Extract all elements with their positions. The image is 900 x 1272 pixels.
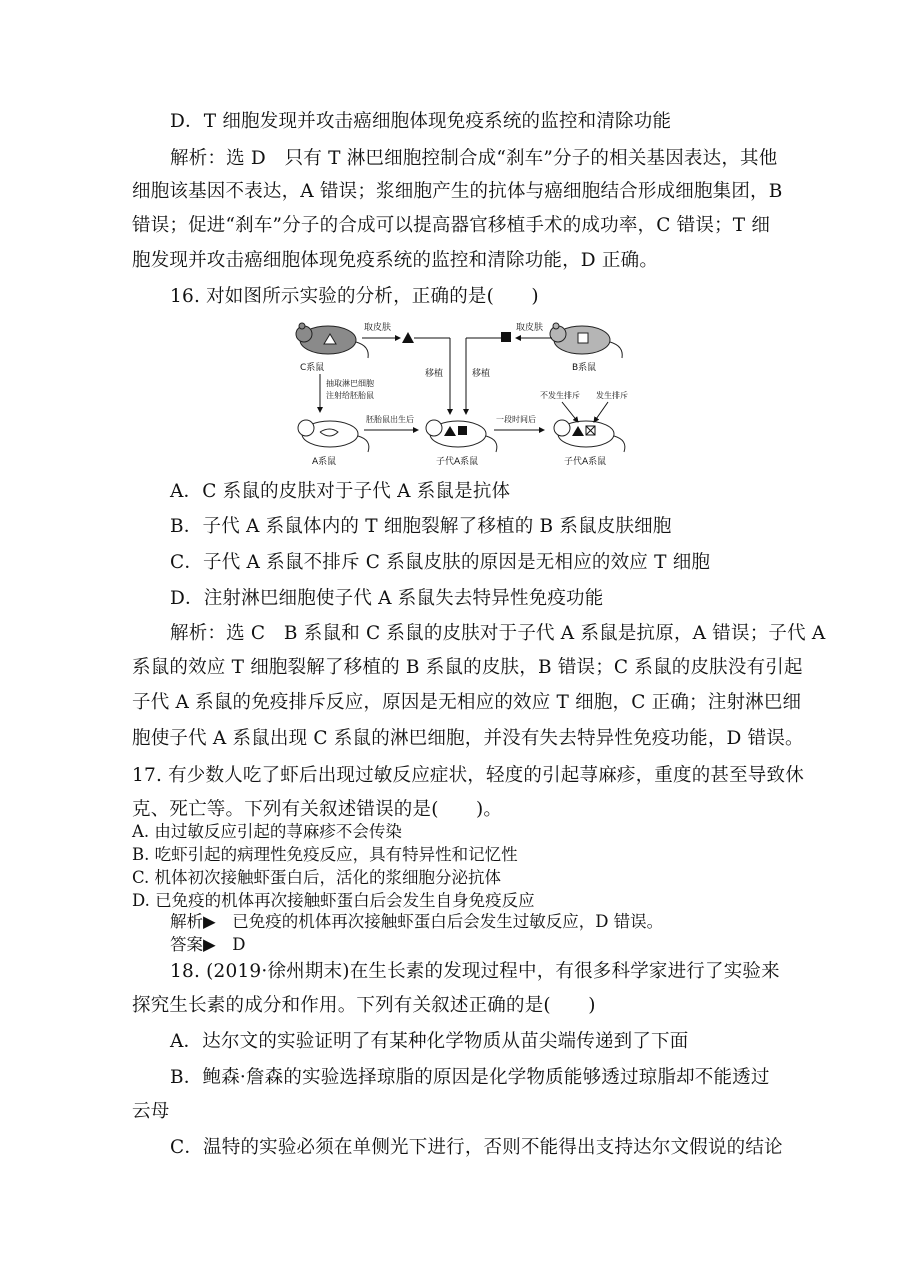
q16-option-d: D．注射淋巴细胞使子代 A 系鼠失去特异性免疫功能 bbox=[170, 588, 604, 609]
triangle-skin-graft bbox=[402, 332, 414, 343]
child-a-mouse-mid-label: 子代A系鼠 bbox=[436, 457, 479, 467]
q18-stem-line-2: 探究生长素的成分和作用。下列有关叙述正确的是( ) bbox=[132, 995, 596, 1016]
q15-analysis-line-2: 细胞该基因不表达，A 错误；浆细胞产生的抗体与癌细胞结合形成细胞集团，B bbox=[132, 181, 783, 202]
q15-option-d: D．T 细胞发现并攻击癌细胞体现免疫系统的监控和清除功能 bbox=[170, 111, 672, 132]
no-rejection-label: 不发生排斥 bbox=[540, 391, 580, 400]
rejection-pointer bbox=[594, 402, 608, 422]
q17-option-c: C. 机体初次接触虾蛋白后，活化的浆细胞分泌抗体 bbox=[132, 868, 502, 887]
child-a-mouse-right-label: 子代A系鼠 bbox=[564, 457, 607, 467]
q17-option-d: D. 已免疫的机体再次接触虾蛋白后会发生自身免疫反应 bbox=[132, 891, 535, 910]
q16-analysis-line-2: 系鼠的效应 T 细胞裂解了移植的 B 系鼠的皮肤，B 错误；C 系鼠的皮肤没有引起 bbox=[132, 657, 803, 678]
b-mouse-image bbox=[550, 323, 622, 358]
q16-experiment-figure bbox=[290, 316, 650, 476]
q16-stem: 16. 对如图所示实验的分析，正确的是( ) bbox=[170, 286, 539, 307]
transplant-left-label: 移植 bbox=[425, 369, 444, 379]
take-skin-right-label: 取皮肤 bbox=[516, 323, 544, 333]
q17-option-a: A. 由过敏反应引起的荨麻疹不会传染 bbox=[132, 822, 402, 841]
no-rejection-pointer bbox=[562, 402, 578, 422]
q15-analysis-line-1: 解析：选 D 只有 T 淋巴细胞控制合成“刹车”分子的相关基因表达，其他 bbox=[170, 148, 778, 169]
take-skin-left-label: 取皮肤 bbox=[364, 323, 392, 333]
q17-analysis: 解析▶ 已免疫的机体再次接触虾蛋白后会发生过敏反应，D 错误。 bbox=[170, 912, 664, 931]
after-time-label: 一段时间后 bbox=[496, 415, 536, 424]
q16-analysis-line-4: 胞使子代 A 系鼠出现 C 系鼠的淋巴细胞，并没有失去特异性免疫功能，D 错误。 bbox=[132, 728, 804, 749]
q16-option-a: A．C 系鼠的皮肤对于子代 A 系鼠是抗体 bbox=[170, 481, 511, 502]
q17-stem-line-2: 克、死亡等。下列有关叙述错误的是( )。 bbox=[132, 799, 503, 820]
q18-option-c: C．温特的实验必须在单侧光下进行，否则不能得出支持达尔文假说的结论 bbox=[170, 1137, 783, 1158]
extract-lymph-label: 抽取淋巴细胞 bbox=[326, 379, 374, 388]
q17-answer: 答案▶ D bbox=[170, 935, 246, 954]
q18-option-b-line-1: B．鲍森·詹森的实验选择琼脂的原因是化学物质能够透过琼脂却不能透过 bbox=[170, 1067, 770, 1088]
a-mouse-label: A系鼠 bbox=[312, 457, 337, 467]
a-mouse-image bbox=[298, 420, 369, 452]
child-a-mouse-mid-image bbox=[426, 420, 497, 452]
square-skin-graft bbox=[501, 332, 511, 342]
q16-analysis-line-1: 解析：选 C B 系鼠和 C 系鼠的皮肤对于子代 A 系鼠是抗原，A 错误；子代 A bbox=[170, 623, 826, 644]
rejection-label: 发生排斥 bbox=[596, 391, 628, 400]
after-birth-label: 胚胎鼠出生后 bbox=[366, 415, 414, 424]
c-mouse-label: C系鼠 bbox=[300, 363, 325, 373]
q15-analysis-line-4: 胞发现并攻击癌细胞体现免疫系统的监控和清除功能，D 正确。 bbox=[132, 250, 659, 271]
q16-analysis-line-3: 子代 A 系鼠的免疫排斥反应，原因是无相应的效应 T 细胞，C 正确；注射淋巴细 bbox=[132, 692, 802, 713]
child-a-mouse-right-image bbox=[554, 420, 625, 452]
inject-embryo-label: 注射给胚胎鼠 bbox=[326, 391, 374, 400]
b-mouse-label: B系鼠 bbox=[572, 363, 597, 373]
q16-option-b: B．子代 A 系鼠体内的 T 细胞裂解了移植的 B 系鼠皮肤细胞 bbox=[170, 516, 672, 537]
transplant-right-label: 移植 bbox=[472, 369, 491, 379]
c-mouse-image bbox=[296, 323, 368, 358]
q18-option-a: A．达尔文的实验证明了有某种化学物质从苗尖端传递到了下面 bbox=[170, 1031, 689, 1052]
q17-stem-line-1: 17. 有少数人吃了虾后出现过敏反应症状，轻度的引起荨麻疹，重度的甚至导致休 bbox=[132, 765, 804, 786]
q16-option-c: C．子代 A 系鼠不排斥 C 系鼠皮肤的原因是无相应的效应 T 细胞 bbox=[170, 552, 711, 573]
q17-option-b: B. 吃虾引起的病理性免疫反应，具有特异性和记忆性 bbox=[132, 845, 518, 864]
q18-option-b-line-2: 云母 bbox=[132, 1101, 170, 1122]
q15-analysis-line-3: 错误；促进“刹车”分子的合成可以提高器官移植手术的成功率，C 错误；T 细 bbox=[132, 215, 771, 236]
q18-stem-line-1: 18. (2019·徐州期末)在生长素的发现过程中，有很多科学家进行了实验来 bbox=[170, 961, 780, 982]
